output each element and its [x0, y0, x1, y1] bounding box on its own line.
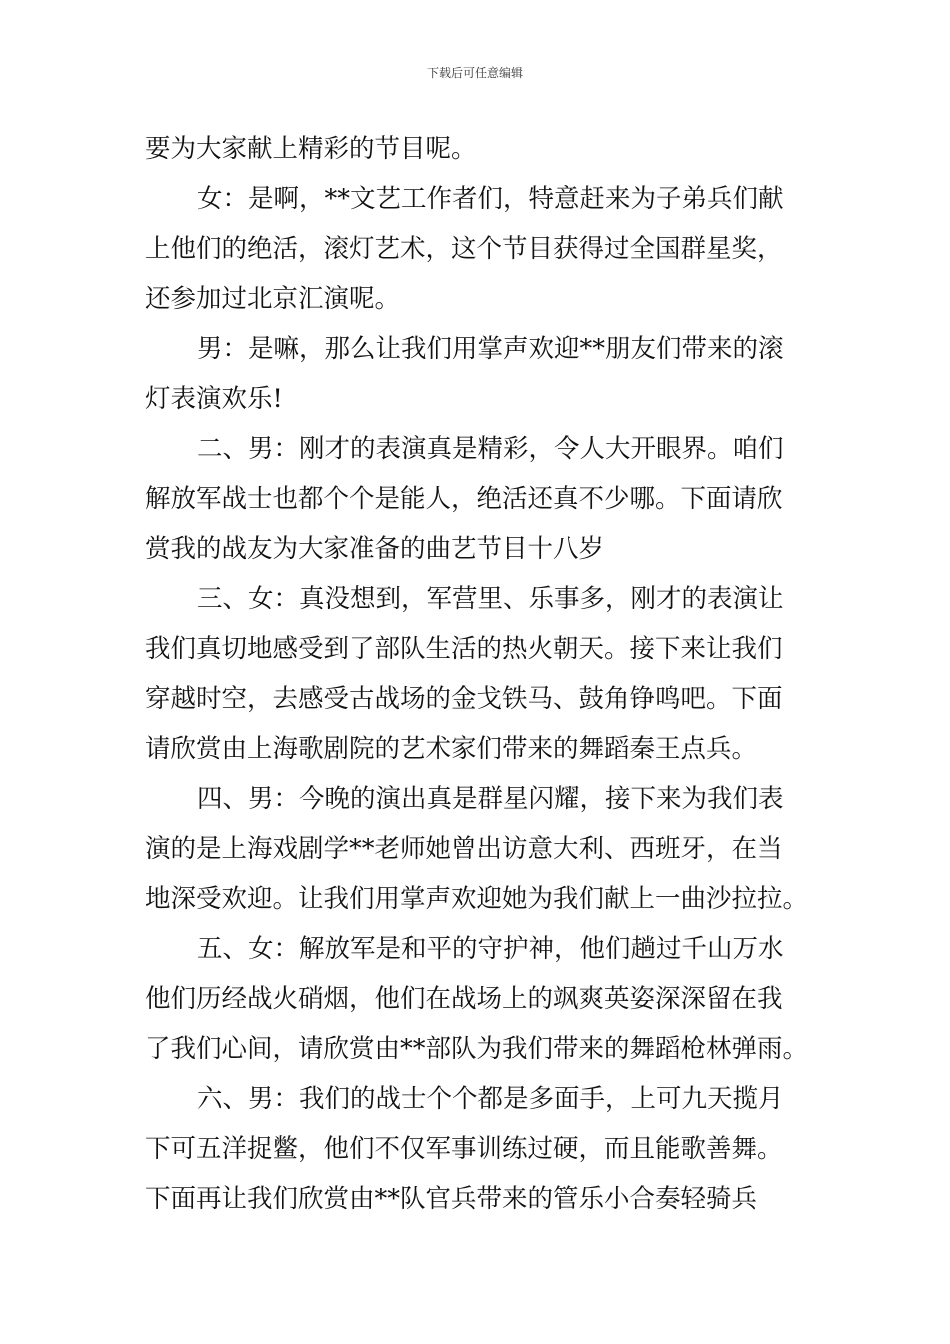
text-line: 赏我的战友为大家准备的曲艺节目十八岁 — [145, 534, 605, 564]
text-line: 还参加过北京汇演呢。 — [145, 284, 401, 314]
text-line: 地深受欢迎。让我们用掌声欢迎她为我们献上一曲沙拉拉。 — [145, 884, 809, 914]
text-line: 上他们的绝活，滚灯艺术，这个节目获得过全国群星奖， — [145, 234, 783, 264]
paragraph-male-host-welcome — [145, 324, 810, 424]
text-line: 六、男：我们的战士个个都是多面手，上可九天揽月 — [197, 1084, 784, 1114]
text-line: 了我们心间，请欣赏由**部队为我们带来的舞蹈枪林弹雨。 — [145, 1034, 809, 1064]
page-header: 下载后可任意编辑 — [426, 66, 523, 80]
paragraph-section-4 — [145, 774, 810, 924]
text-line: 解放军战士也都个个是能人，绝活还真不少哪。下面请欣 — [145, 484, 783, 514]
text-line: 他们历经战火硝烟，他们在战场上的飒爽英姿深深留在我 — [145, 984, 783, 1014]
text-line: 穿越时空，去感受古战场的金戈铁马、鼓角铮鸣吧。下面 — [145, 684, 783, 714]
text-line: 男：是嘛，那么让我们用掌声欢迎**朋友们带来的滚 — [197, 334, 784, 364]
paragraph-section-3 — [145, 574, 810, 774]
paragraph-section-5 — [145, 924, 810, 1074]
text-line: 演的是上海戏剧学**老师她曾出访意大利、西班牙，在当 — [145, 834, 783, 864]
text-line: 二、男：刚才的表演真是精彩，令人大开眼界。咱们 — [197, 434, 784, 464]
text-line: 下可五洋捉鳖，他们不仅军事训练过硬，而且能歌善舞。 — [145, 1134, 783, 1164]
text-line: 请欣赏由上海歌剧院的艺术家们带来的舞蹈秦王点兵。 — [145, 734, 758, 764]
text-line: 下面再让我们欣赏由**队官兵带来的管乐小合奏轻骑兵 — [145, 1184, 758, 1214]
text-line: 女：是啊，**文艺工作者们，特意赶来为子弟兵们献 — [197, 184, 784, 214]
paragraph-female-host-intro — [145, 174, 810, 324]
text-line: 四、男：今晚的演出真是群星闪耀，接下来为我们表 — [197, 784, 784, 814]
text-line: 灯表演欢乐! — [145, 384, 283, 414]
paragraph-continuation — [145, 124, 810, 174]
text-line: 要为大家献上精彩的节目呢。 — [145, 134, 477, 164]
paragraph-section-2 — [145, 424, 810, 574]
document-body — [145, 124, 810, 1224]
text-line: 三、女：真没想到，军营里、乐事多，刚才的表演让 — [197, 584, 784, 614]
text-line: 五、女：解放军是和平的守护神，他们趟过千山万水 — [197, 934, 784, 964]
text-line: 我们真切地感受到了部队生活的热火朝天。接下来让我们 — [145, 634, 783, 664]
paragraph-section-6 — [145, 1074, 810, 1224]
